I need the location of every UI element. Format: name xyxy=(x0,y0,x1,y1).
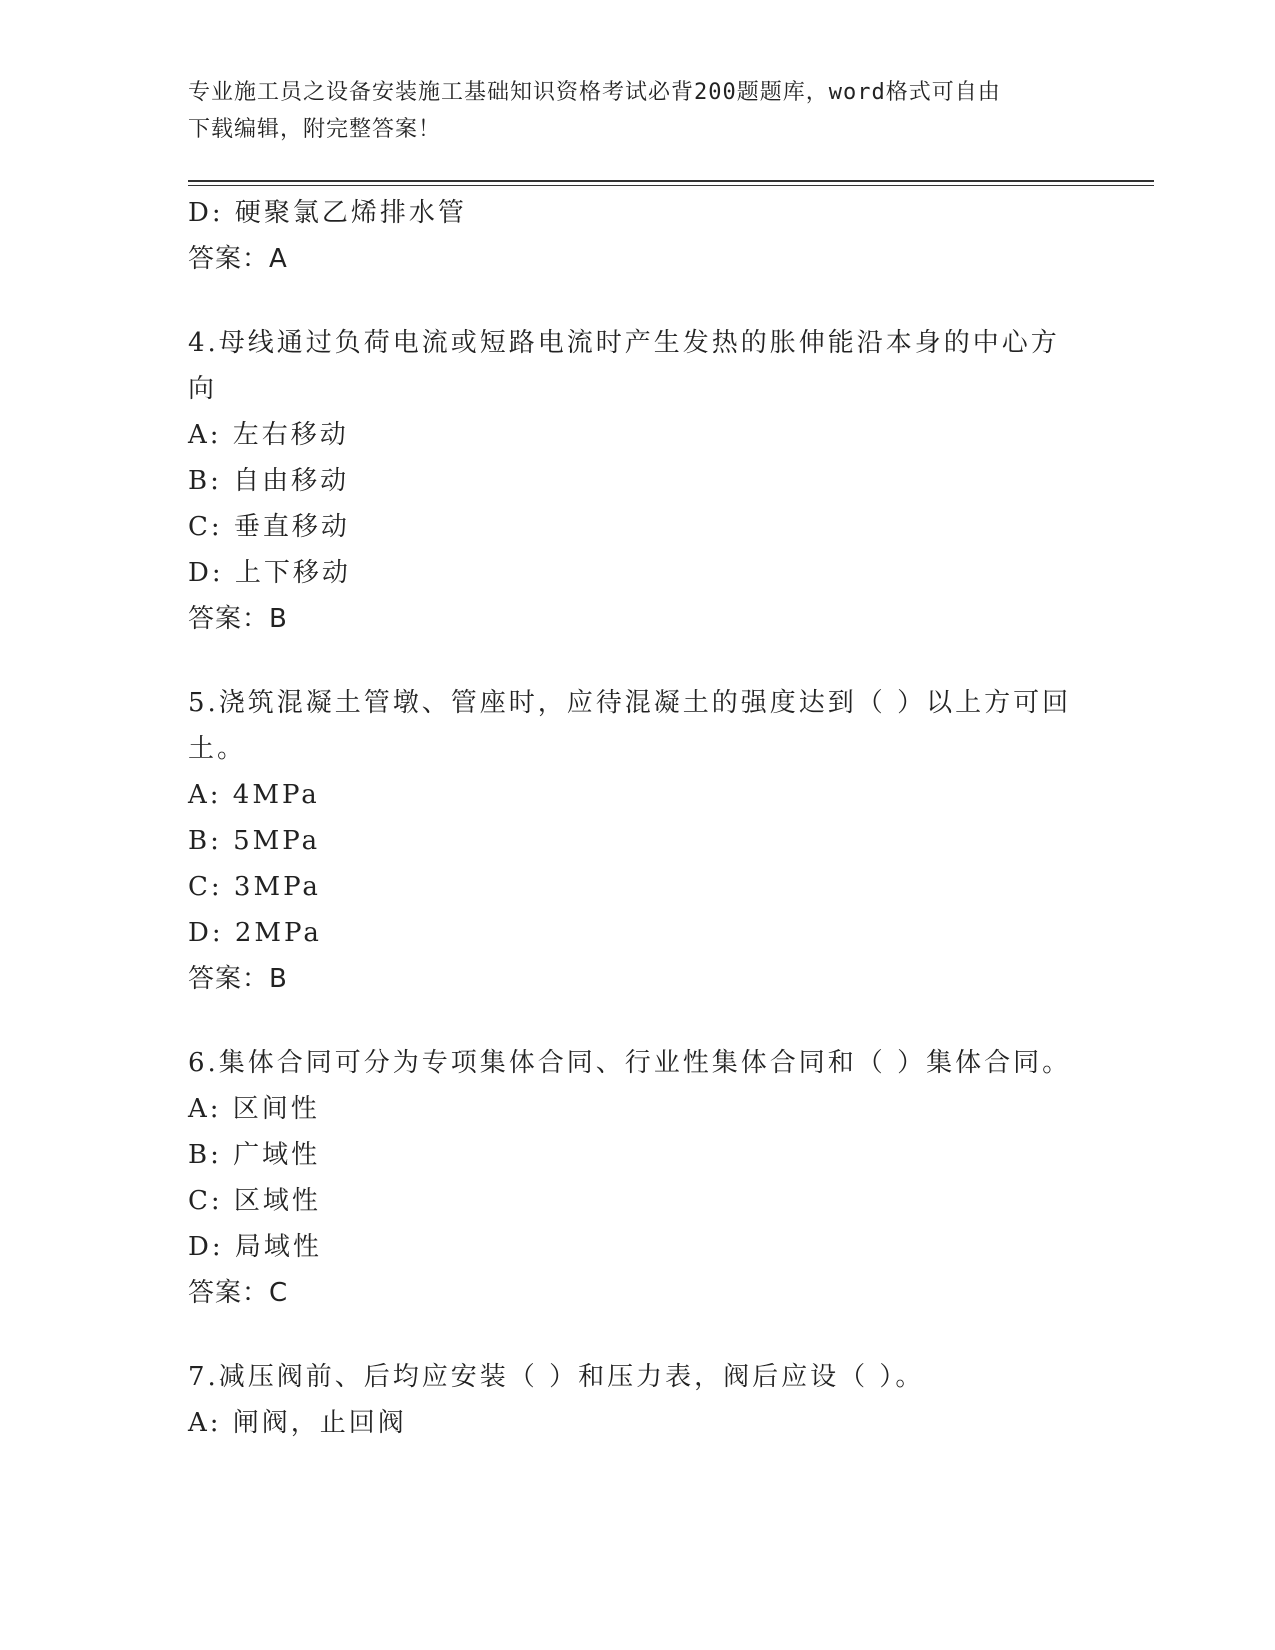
answer: 答案：C xyxy=(188,1278,289,1308)
spacer xyxy=(188,1002,1078,1040)
option-d: D: 硬聚氯乙烯排水管 xyxy=(188,198,467,228)
answer: 答案：A xyxy=(188,244,288,274)
document-header xyxy=(188,74,1078,148)
option-a: A: 闸阀，止回阀 xyxy=(188,1408,407,1438)
answer: 答案：B xyxy=(188,964,288,994)
header-rule-thin xyxy=(188,185,1154,186)
spacer xyxy=(188,642,1078,680)
option-b: B: 自由移动 xyxy=(188,466,350,496)
header-rule-thick xyxy=(188,180,1154,182)
question-text-line-1: 7.减压阀前、后均应安装（ ）和压力表，阀后应设（ ）。 xyxy=(188,1362,925,1392)
question-7 xyxy=(188,1354,1078,1446)
question-text-line-2: 向 xyxy=(188,374,218,404)
question-text-line-2: 土。 xyxy=(188,734,247,764)
option-d: D: 局域性 xyxy=(188,1232,322,1262)
option-b: B: 广域性 xyxy=(188,1140,321,1170)
question-text-line-1: 6.集体合同可分为专项集体合同、行业性集体合同和（ ）集体合同。 xyxy=(188,1048,1072,1078)
spacer xyxy=(188,282,1078,320)
header-title-line-2: 下载编辑，附完整答案！ xyxy=(188,117,442,142)
header-title-line-1: 专业施工员之设备安装施工基础知识资格考试必背200题题库，word格式可自由 xyxy=(188,80,1001,105)
question-6 xyxy=(188,1040,1078,1316)
answer: 答案：B xyxy=(188,604,288,634)
question-5 xyxy=(188,680,1078,1002)
option-c: C: 垂直移动 xyxy=(188,512,350,542)
option-a: A: 区间性 xyxy=(188,1094,320,1124)
option-a: A: 左右移动 xyxy=(188,420,349,450)
question-4 xyxy=(188,320,1078,642)
question-text-line-1: 5.浇筑混凝土管墩、管座时，应待混凝土的强度达到（ ）以上方可回 xyxy=(188,688,1072,718)
spacer xyxy=(188,1316,1078,1354)
option-c: C: 区域性 xyxy=(188,1186,321,1216)
option-a: A: 4MPa xyxy=(188,780,320,810)
option-c: C: 3MPa xyxy=(188,872,321,902)
question-3-continued xyxy=(188,190,1078,282)
question-list xyxy=(188,190,1078,1446)
option-b: B: 5MPa xyxy=(188,826,321,856)
option-d: D: 2MPa xyxy=(188,918,322,948)
question-text-line-1: 4.母线通过负荷电流或短路电流时产生发热的胀伸能沿本身的中心方 xyxy=(188,328,1060,358)
option-d: D: 上下移动 xyxy=(188,558,351,588)
